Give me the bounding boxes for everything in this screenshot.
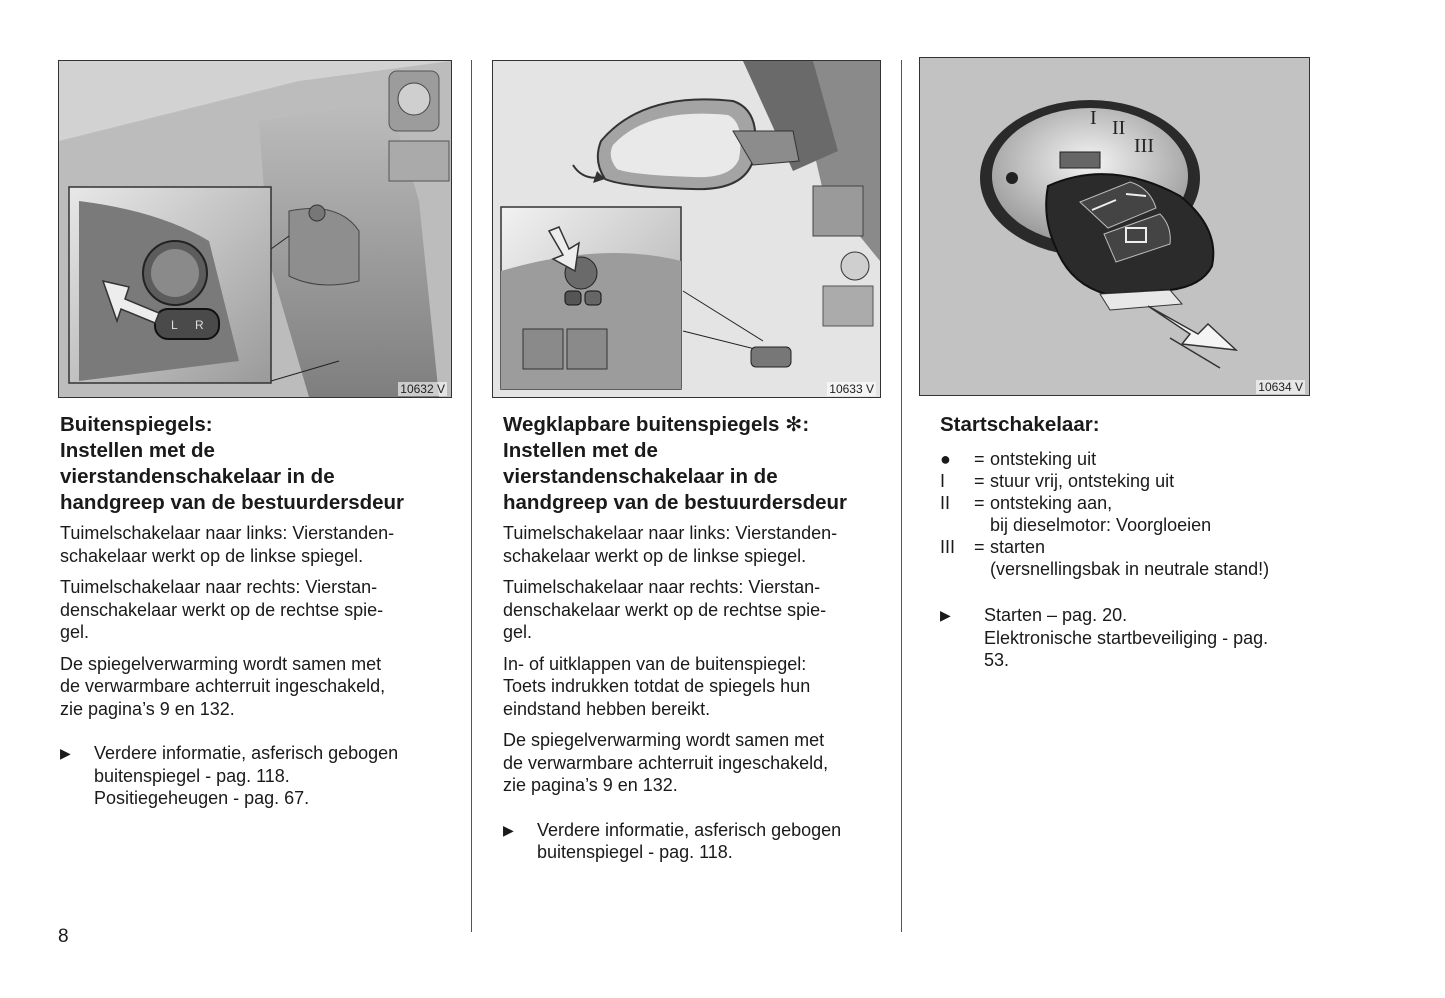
- column-divider-1: [471, 60, 472, 932]
- legend-row: III = starten: [940, 537, 1046, 557]
- legend-row: (versnellingsbak in neutrale stand!): [990, 559, 1270, 579]
- paragraph: Tuimelschakelaar naar links: Vierstanden- schakelaar werkt op de linkse spiegel.: [503, 523, 838, 566]
- figure-folding-mirror: [492, 60, 881, 398]
- figure-mirror-switch-door: [58, 60, 452, 398]
- ignition-label-2: II: [1112, 117, 1126, 139]
- column-2: [503, 412, 893, 864]
- paragraph: Tuimelschakelaar naar rechts: Vierstan- denschakelaar werkt op de rechtse spie- gel.: [503, 577, 827, 642]
- reference-bullet: ▶ Starten – pag. 20. Elektronische startbeveiliging - pag. 53.: [940, 605, 1269, 670]
- section-heading: Wegklapbare buitenspiegels ✻: Instellen met de vierstandenschakelaar in de handgreep van de bestuurdersdeur: [503, 413, 848, 514]
- page-number: 8: [58, 926, 69, 947]
- svg-text:R: R: [195, 318, 204, 332]
- paragraph: De spiegelverwarming wordt samen met de verwarmbare achterruit ingeschakeld, zie pagina’s 9 en 132.: [503, 730, 829, 795]
- triangle-bullet-icon: ▶: [940, 607, 951, 623]
- column-3: [940, 412, 1330, 672]
- legend-row: II = ontsteking aan,: [940, 493, 1113, 513]
- column-divider-2: [901, 60, 902, 932]
- column-1: [60, 412, 452, 810]
- paragraph: De spiegelverwarming wordt samen met de verwarmbare achterruit ingeschakeld, zie pagina’s 9 en 132.: [60, 653, 386, 719]
- ignition-label-1: I: [1090, 107, 1097, 129]
- figure-id: 10633 V: [829, 382, 874, 396]
- figure-id: 10632 V: [400, 382, 445, 396]
- triangle-bullet-icon: ▶: [503, 821, 514, 838]
- reference-bullet: ▶ Verdere informatie, asferisch gebogen buitenspiegel - pag. 118.: [503, 819, 842, 862]
- paragraph: Tuimelschakelaar naar links: Vierstanden- schakelaar werkt op de linkse spiegel.: [60, 523, 395, 566]
- section-heading: Startschakelaar:: [940, 413, 1100, 436]
- paragraph: Tuimelschakelaar naar rechts: Vierstan- denschakelaar werkt op de rechtse spie- gel.: [60, 577, 384, 642]
- reference-bullet: ▶ Verdere informatie, asferisch gebogen buitenspiegel - pag. 118. Positiegeheugen - pag. 67.: [60, 743, 399, 808]
- ignition-legend: [940, 448, 1330, 580]
- svg-text:L: L: [171, 318, 178, 332]
- triangle-bullet-icon: ▶: [60, 745, 71, 761]
- legend-row: ● = ontsteking uit: [940, 449, 1097, 469]
- figure-id: 10634 V: [1258, 380, 1303, 394]
- paragraph: In- of uitklappen van de buitenspiegel: Toets indrukken totdat de spiegels hun eindstand hebben bereikt.: [503, 653, 811, 719]
- legend-row: bij dieselmotor: Voorgloeien: [990, 515, 1212, 535]
- figure-ignition-switch: [919, 57, 1310, 396]
- legend-row: I = stuur vrij, ontsteking uit: [940, 471, 1175, 491]
- ignition-label-3: III: [1134, 135, 1154, 157]
- section-heading: Buitenspiegels: Instellen met de vierstandenschakelaar in de handgreep van de bestuurdersdeur: [60, 413, 405, 514]
